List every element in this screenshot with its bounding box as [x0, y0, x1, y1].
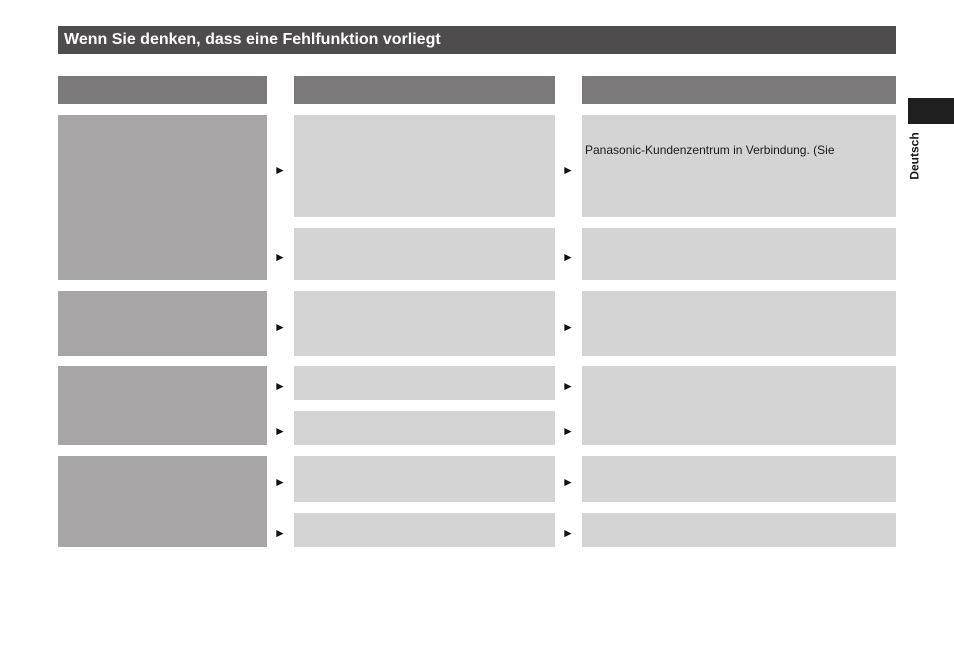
cause-cell-3 — [294, 291, 555, 356]
problem-cell-3 — [58, 366, 267, 445]
arrow-icon: ► — [274, 379, 286, 393]
arrow-icon: ► — [274, 163, 286, 177]
language-tab-marker — [908, 98, 954, 124]
column-header-cause — [294, 76, 555, 104]
cause-cell-4 — [294, 366, 555, 400]
arrow-icon: ► — [274, 424, 286, 438]
arrow-icon: ► — [562, 475, 574, 489]
action-cell-1: Panasonic-Kundenzentrum in Verbindung. (Sie — [582, 115, 896, 217]
arrow-icon: ► — [562, 424, 574, 438]
arrow-icon: ► — [274, 526, 286, 540]
language-tab-label — [900, 128, 930, 184]
action-cell-6 — [582, 513, 896, 547]
problem-cell-4 — [58, 456, 267, 547]
arrow-icon: ► — [562, 163, 574, 177]
cause-cell-5 — [294, 411, 555, 445]
action-cell-5 — [582, 456, 896, 502]
page-title: Wenn Sie denken, dass eine Fehlfunktion vorliegt — [58, 26, 896, 54]
language-label-text: Deutsch — [908, 132, 922, 180]
arrow-icon: ► — [274, 320, 286, 334]
column-header-problem — [58, 76, 267, 104]
action-cell-4 — [582, 366, 896, 445]
cause-cell-2 — [294, 228, 555, 280]
problem-cell-1 — [58, 115, 267, 280]
arrow-icon: ► — [274, 475, 286, 489]
cause-cell-7 — [294, 513, 555, 547]
column-header-action — [582, 76, 896, 104]
action-cell-2 — [582, 228, 896, 280]
arrow-icon: ► — [274, 250, 286, 264]
arrow-icon: ► — [562, 526, 574, 540]
arrow-icon: ► — [562, 250, 574, 264]
action-cell-3 — [582, 291, 896, 356]
arrow-icon: ► — [562, 379, 574, 393]
cause-cell-1 — [294, 115, 555, 217]
cause-cell-6 — [294, 456, 555, 502]
problem-cell-2 — [58, 291, 267, 356]
arrow-icon: ► — [562, 320, 574, 334]
